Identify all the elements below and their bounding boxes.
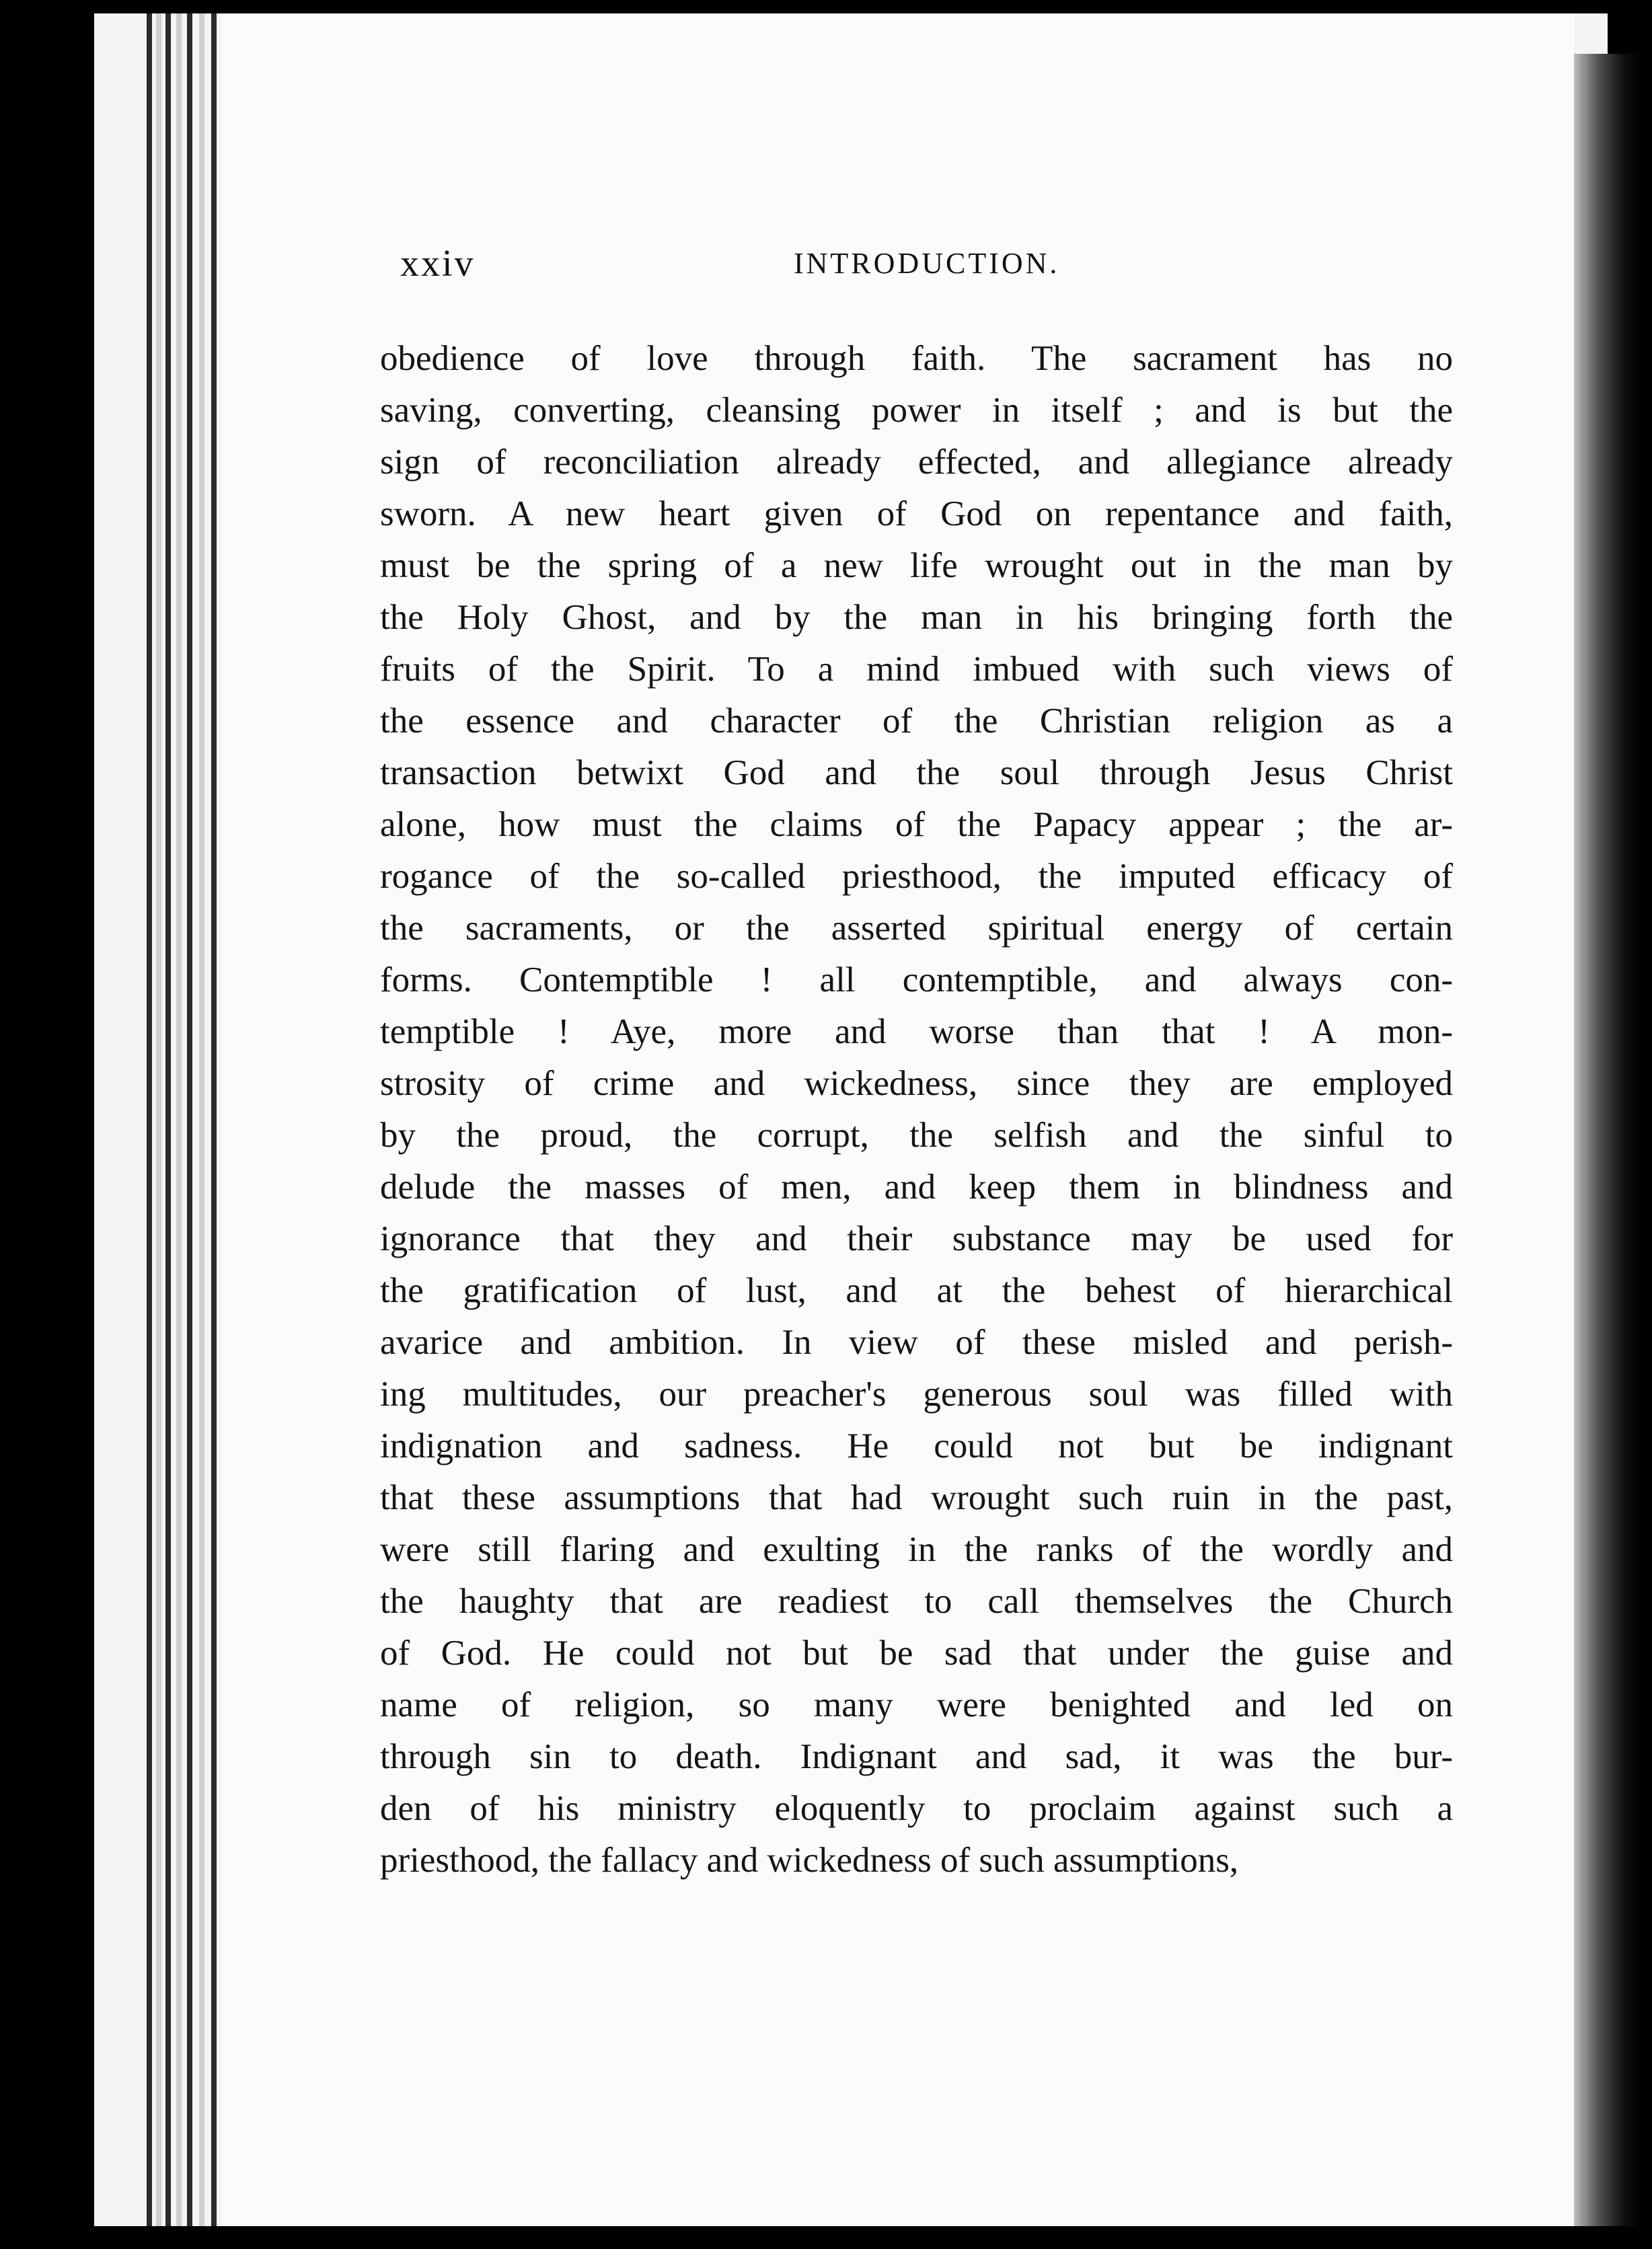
text-line: the Holy Ghost, and by the man in his bringing forth the [380,598,1453,637]
text-line: delude the masses of men, and keep them in blindness and [380,1168,1453,1207]
page-edge-strip [187,13,192,2226]
text-line: priesthood, the fallacy and wickedness of such assumptions, [380,1841,1239,1880]
text-line: by the proud, the corrupt, the selfish and the sinful to [380,1116,1453,1155]
text-line: saving, converting, cleansing power in itself ; and is but the [380,391,1453,430]
page-edge-strip [199,13,204,2226]
text-line: sign of reconciliation already effected, and allegiance already [380,443,1453,482]
text-line: fruits of the Spirit. To a mind imbued with such views of [380,650,1453,689]
page-edge-strip [165,13,171,2226]
text-line: rogance of the so-called priesthood, the imputed efficacy of [380,857,1453,896]
text-line: den of his ministry eloquently to proclaim against such a [380,1789,1453,1828]
text-line: name of religion, so many were benighted and led on [380,1685,1453,1724]
text-line: obedience of love through faith. The sacrament has no [380,339,1453,378]
section-title: INTRODUCTION. [794,247,1060,280]
page-edge-strip [211,13,217,2226]
text-line: must be the spring of a new life wrought out in the man by [380,546,1453,585]
text-line: strosity of crime and wickedness, since they are employed [380,1064,1453,1103]
text-line: that these assumptions that had wrought such ruin in the past, [380,1478,1453,1517]
text-line: the haughty that are readiest to call themselves the Church [380,1582,1453,1621]
text-line: indignation and sadness. He could not but be indignant [380,1426,1453,1465]
page-number: xxiv [400,243,476,284]
text-line: temptible ! Aye, more and worse than that ! A mon- [380,1012,1453,1051]
running-head [400,242,1450,296]
text-line: were still flaring and exulting in the ranks of the wordly and [380,1530,1453,1569]
text-line: forms. Contemptible ! all contemptible, and always con- [380,960,1453,999]
binding-gutter [1574,54,1641,2226]
text-line: of God. He could not but be sad that under the guise and [380,1634,1453,1673]
text-line: avarice and ambition. In view of these misled and perish- [380,1323,1453,1362]
page-edge-strip [176,13,182,2226]
text-line: the sacraments, or the asserted spiritual energy of certain [380,909,1453,948]
text-line: ignorance that they and their substance may be used for [380,1219,1453,1258]
text-line: the essence and character of the Christian religion as a [380,701,1453,740]
body-text [380,333,1453,1886]
text-line: ing multitudes, our preacher's generous soul was filled with [380,1375,1453,1414]
text-line: sworn. A new heart given of God on repentance and faith, [380,494,1453,533]
text-line: through sin to death. Indignant and sad, it was the bur- [380,1737,1453,1776]
text-line: alone, how must the claims of the Papacy appear ; the ar- [380,805,1453,844]
page-edge-strip [147,13,152,2226]
text-line: the gratification of lust, and at the behest of hierarchical [380,1271,1453,1310]
page-edge-strip [156,13,161,2226]
text-line: transaction betwixt God and the soul through Jesus Christ [380,753,1453,792]
